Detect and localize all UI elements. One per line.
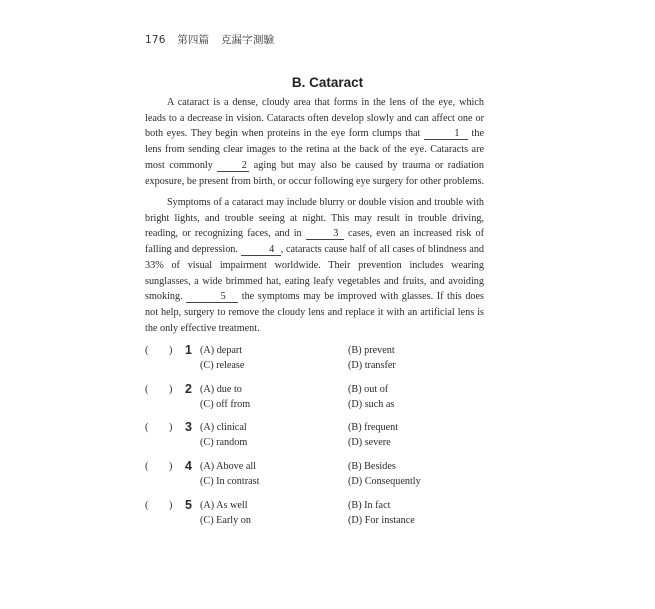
- blank-1: 1: [424, 128, 468, 140]
- answer-paren-open: (: [145, 422, 149, 433]
- paragraph-2-text-a: Symptoms of a cataract may include blurry or double vision and trouble with bright lights, and trouble seeing at night. This may result in trouble driving, reading, or recognizing faces, and in: [145, 197, 484, 240]
- section-label: 克漏字測驗: [220, 34, 275, 46]
- question-5: [145, 500, 545, 534]
- answer-paren-open: (: [145, 384, 149, 395]
- question-number: 4: [185, 459, 192, 473]
- answer-paren-close: ): [169, 500, 173, 511]
- option-d: (D) severe: [348, 437, 391, 448]
- option-a: (A) depart: [200, 345, 243, 356]
- question-1: [145, 345, 545, 379]
- option-a: (A) As well: [200, 500, 248, 511]
- option-d: (D) such as: [348, 399, 395, 410]
- option-b: (B) frequent: [348, 422, 399, 433]
- question-number: 1: [185, 343, 192, 357]
- option-a: (A) due to: [200, 384, 242, 395]
- question-3: [145, 422, 545, 456]
- paragraph-2-text-c: , cataracts cause half of all cases of blindness and 33% of visual impairment worldwide. Their prevention includes wearing sunglasses, a wide brimmed hat, eating leafy vegetables and fruits, and avoiding smoking.: [145, 244, 485, 303]
- part-label: 第四篇: [177, 34, 210, 46]
- option-b: (B) Besides: [348, 461, 396, 472]
- answer-paren-close: ): [169, 384, 173, 395]
- option-a: (A) Above all: [200, 461, 257, 472]
- blank-3: 3: [306, 228, 344, 240]
- option-a: (A) clinical: [200, 422, 247, 433]
- paragraph-1-text-b: the lens from sending clear images to the retina at the back of the eye. Cataracts are most commonly: [145, 128, 484, 171]
- paragraph-2-text-d: the symptoms may be improved with glasses. If this does not help, surgery to remove the cloudy lens and replace it with an artificial lens is the only effective treatment.: [145, 291, 484, 334]
- option-d: (D) For instance: [348, 515, 415, 526]
- question-2: [145, 384, 545, 418]
- answer-paren-close: ): [169, 461, 173, 472]
- paragraph-1-text-a: A cataract is a dense, cloudy area that forms in the lens of the eye, which leads to a decrease in vision. Cataracts often develop slowly and can affect one or both eyes. They begin when proteins in the eye form clumps that: [145, 97, 484, 140]
- option-b: (B) prevent: [348, 345, 395, 356]
- option-b: (B) out of: [348, 384, 389, 395]
- paragraph-1: [145, 95, 484, 189]
- answer-paren-open: (: [145, 500, 149, 511]
- option-c: (C) random: [200, 437, 248, 448]
- answer-paren-open: (: [145, 461, 149, 472]
- option-c: (C) Early on: [200, 515, 251, 526]
- paragraph-1-text-c: aging but may also be caused by trauma or radiation exposure, be present from birth, or occur following eye surgery for other problems.: [145, 159, 485, 187]
- option-c: (C) release: [200, 360, 245, 371]
- question-number: 5: [185, 498, 192, 512]
- blank-4: 4: [241, 244, 281, 256]
- blank-2: 2: [217, 160, 249, 172]
- option-c: (C) off from: [200, 399, 251, 410]
- answer-paren-close: ): [169, 422, 173, 433]
- blank-5: 5: [186, 291, 238, 303]
- option-b: (B) In fact: [348, 500, 391, 511]
- paragraph-2: [145, 195, 484, 336]
- page-header: [145, 32, 274, 47]
- option-d: (D) transfer: [348, 360, 396, 371]
- answer-paren-close: ): [169, 345, 173, 356]
- option-c: (C) In contrast: [200, 476, 260, 487]
- page-number: 176: [145, 34, 166, 46]
- paragraph-2-text-b: cases, even an increased risk of falling and depression.: [145, 228, 484, 256]
- answer-paren-open: (: [145, 345, 149, 356]
- option-d: (D) Consequently: [348, 476, 421, 487]
- question-number: 2: [185, 382, 192, 396]
- question-4: [145, 461, 545, 495]
- question-number: 3: [185, 420, 192, 434]
- passage-title: B. Cataract: [291, 75, 364, 90]
